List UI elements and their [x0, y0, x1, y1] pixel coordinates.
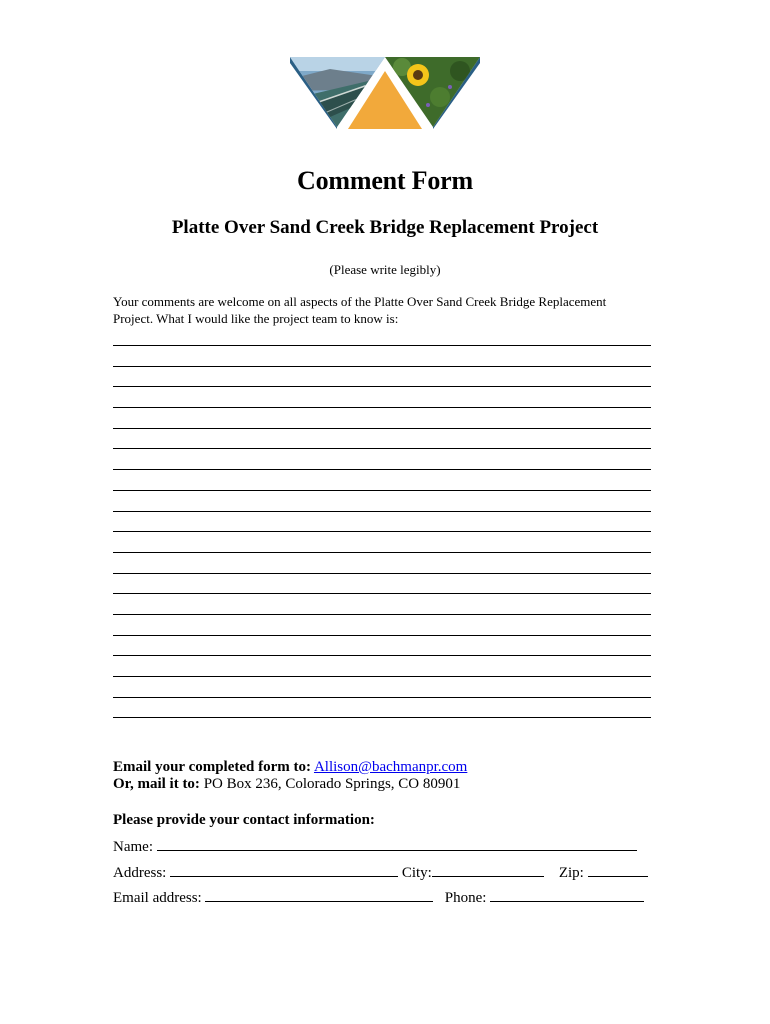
comment-line[interactable]: [113, 512, 651, 533]
email-link[interactable]: Allison@bachmanpr.com: [313, 759, 468, 775]
comment-lines-area[interactable]: [113, 345, 651, 718]
mail-address: PO Box 236, Colorado Springs, CO 80901: [203, 776, 461, 792]
comment-line[interactable]: [113, 615, 651, 636]
city-field[interactable]: [432, 863, 544, 877]
address-row: [113, 863, 648, 882]
comment-line[interactable]: [113, 346, 651, 367]
comment-line[interactable]: [113, 677, 651, 698]
comment-line[interactable]: [113, 594, 651, 615]
email-instruction: [113, 759, 467, 776]
legibility-note: (Please write legibly): [329, 262, 441, 277]
phone-field[interactable]: [490, 888, 644, 902]
name-field[interactable]: [157, 837, 637, 851]
zip-field[interactable]: [588, 863, 648, 877]
mail-label: Or, mail it to:: [113, 776, 200, 792]
email-address-field[interactable]: [205, 888, 433, 902]
comment-line[interactable]: [113, 429, 651, 450]
comment-line[interactable]: [113, 387, 651, 408]
intro-line-2: Project. What I would like the project team to know is:: [113, 311, 399, 326]
comment-line[interactable]: [113, 408, 651, 429]
intro-paragraph: [113, 293, 658, 327]
comment-line[interactable]: [113, 698, 651, 719]
phone-label: Phone:: [444, 890, 487, 906]
comment-line[interactable]: [113, 491, 651, 512]
contact-heading: Please provide your contact information:: [113, 812, 375, 828]
comment-line[interactable]: [113, 553, 651, 574]
email-label: Email your completed form to:: [113, 759, 312, 775]
comment-line[interactable]: [113, 367, 651, 388]
address-label: Address:: [113, 865, 167, 881]
mail-instruction: [113, 776, 460, 793]
intro-line-1: Your comments are welcome on all aspects of the Platte Over Sand Creek Bridge Replacement: [113, 294, 607, 309]
comment-line[interactable]: [113, 449, 651, 470]
project-logo: [290, 57, 480, 129]
name-row: [113, 837, 637, 856]
address-field[interactable]: [170, 863, 398, 877]
city-label: City:: [401, 865, 432, 881]
page-title: Comment Form: [297, 166, 473, 195]
comment-line[interactable]: [113, 636, 651, 657]
zip-label: Zip:: [558, 865, 584, 881]
email-address-label: Email address:: [113, 890, 202, 906]
email-phone-row: [113, 888, 644, 907]
name-label: Name:: [113, 839, 153, 855]
comment-line[interactable]: [113, 574, 651, 595]
comment-line[interactable]: [113, 656, 651, 677]
comment-line[interactable]: [113, 532, 651, 553]
comment-line[interactable]: [113, 470, 651, 491]
project-subtitle: Platte Over Sand Creek Bridge Replacement Project: [171, 217, 599, 238]
